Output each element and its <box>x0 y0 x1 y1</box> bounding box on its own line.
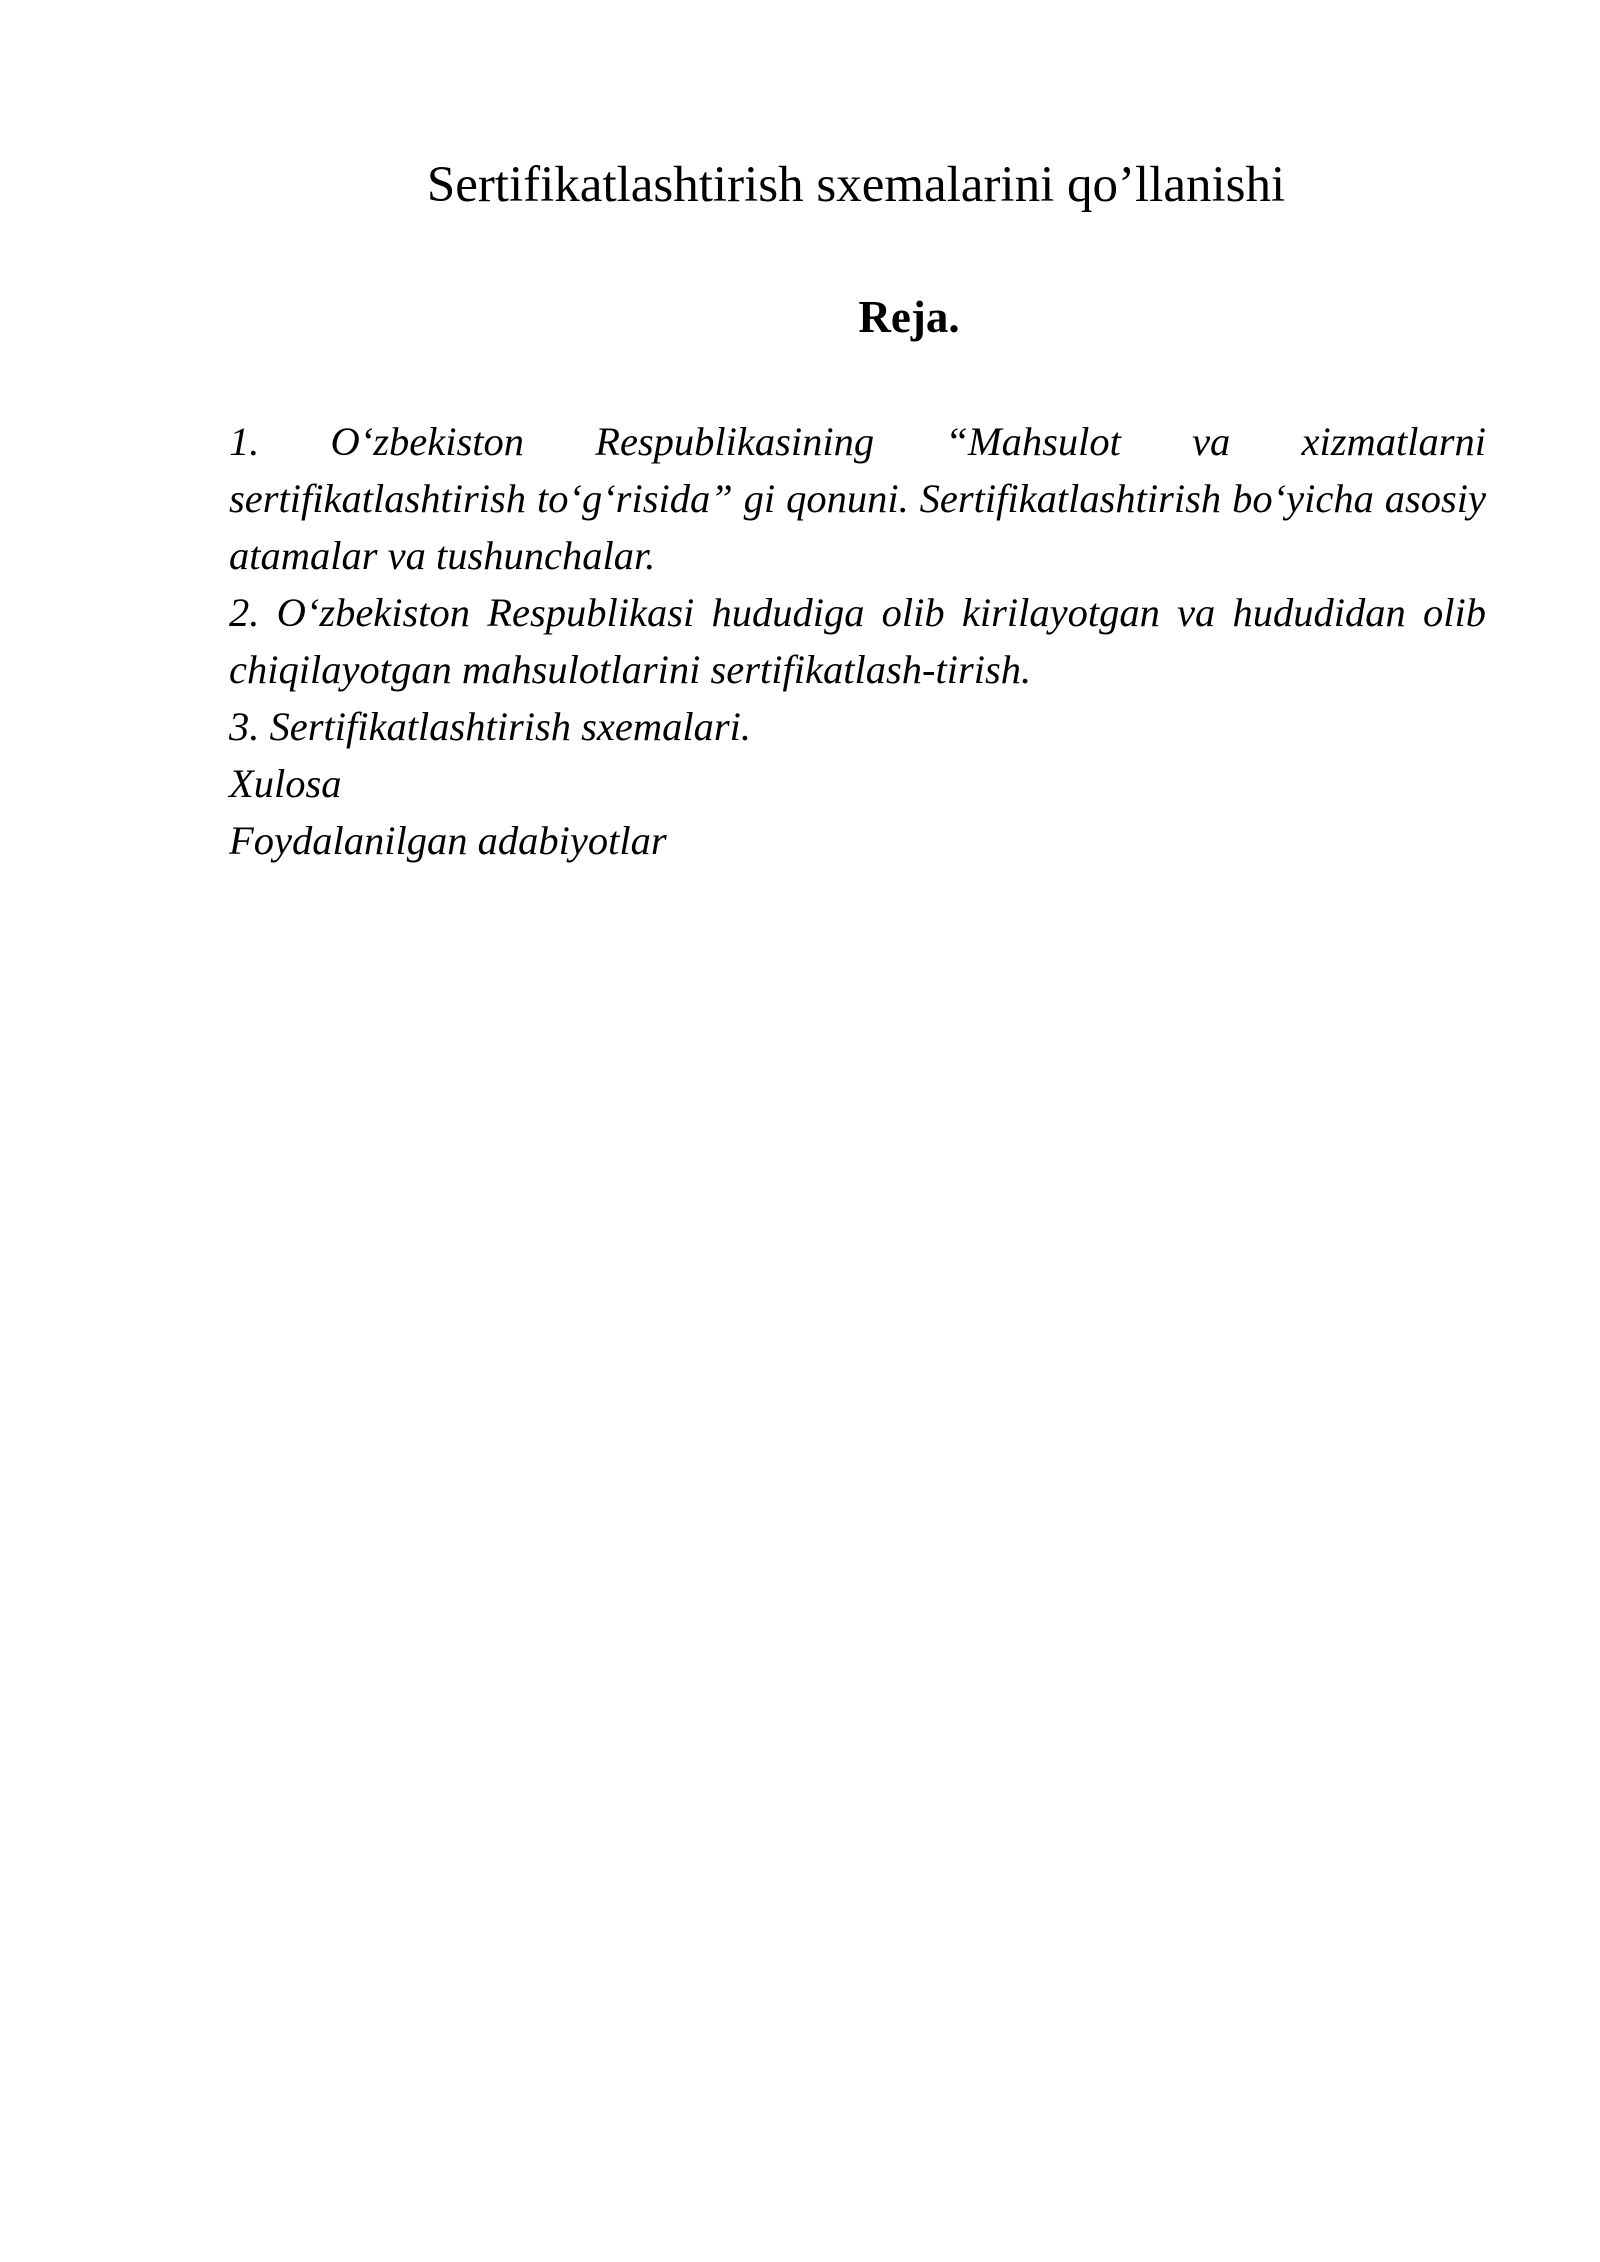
plan-list <box>229 413 1486 869</box>
plan-item-references: Foydalanilgan adabiyotlar <box>229 818 667 863</box>
plan-item-3: 3. Sertifikatlashtirish sxemalari. <box>229 704 751 749</box>
plan-heading: Reja. <box>858 292 960 342</box>
plan-item-1: 1. O‘zbekiston Respublikasining “Mahsulot va xizmatlarni sertifikatlashtirish to‘g‘risida” gi qonuni. Sertifikatlashtirish bo‘yicha asosiy atamalar va tushunchalar. <box>229 419 1486 578</box>
document-title: Sertifikatlashtirish sxemalarini qo’llanishi <box>426 157 1286 213</box>
plan-item-2: 2. O‘zbekiston Respublikasi hududiga olib kirilayotgan va hududidan olib chiqilayotgan mahsulotlarini sertifikatlash-tirish. <box>229 590 1486 692</box>
plan-item-conclusion: Xulosa <box>229 761 342 806</box>
